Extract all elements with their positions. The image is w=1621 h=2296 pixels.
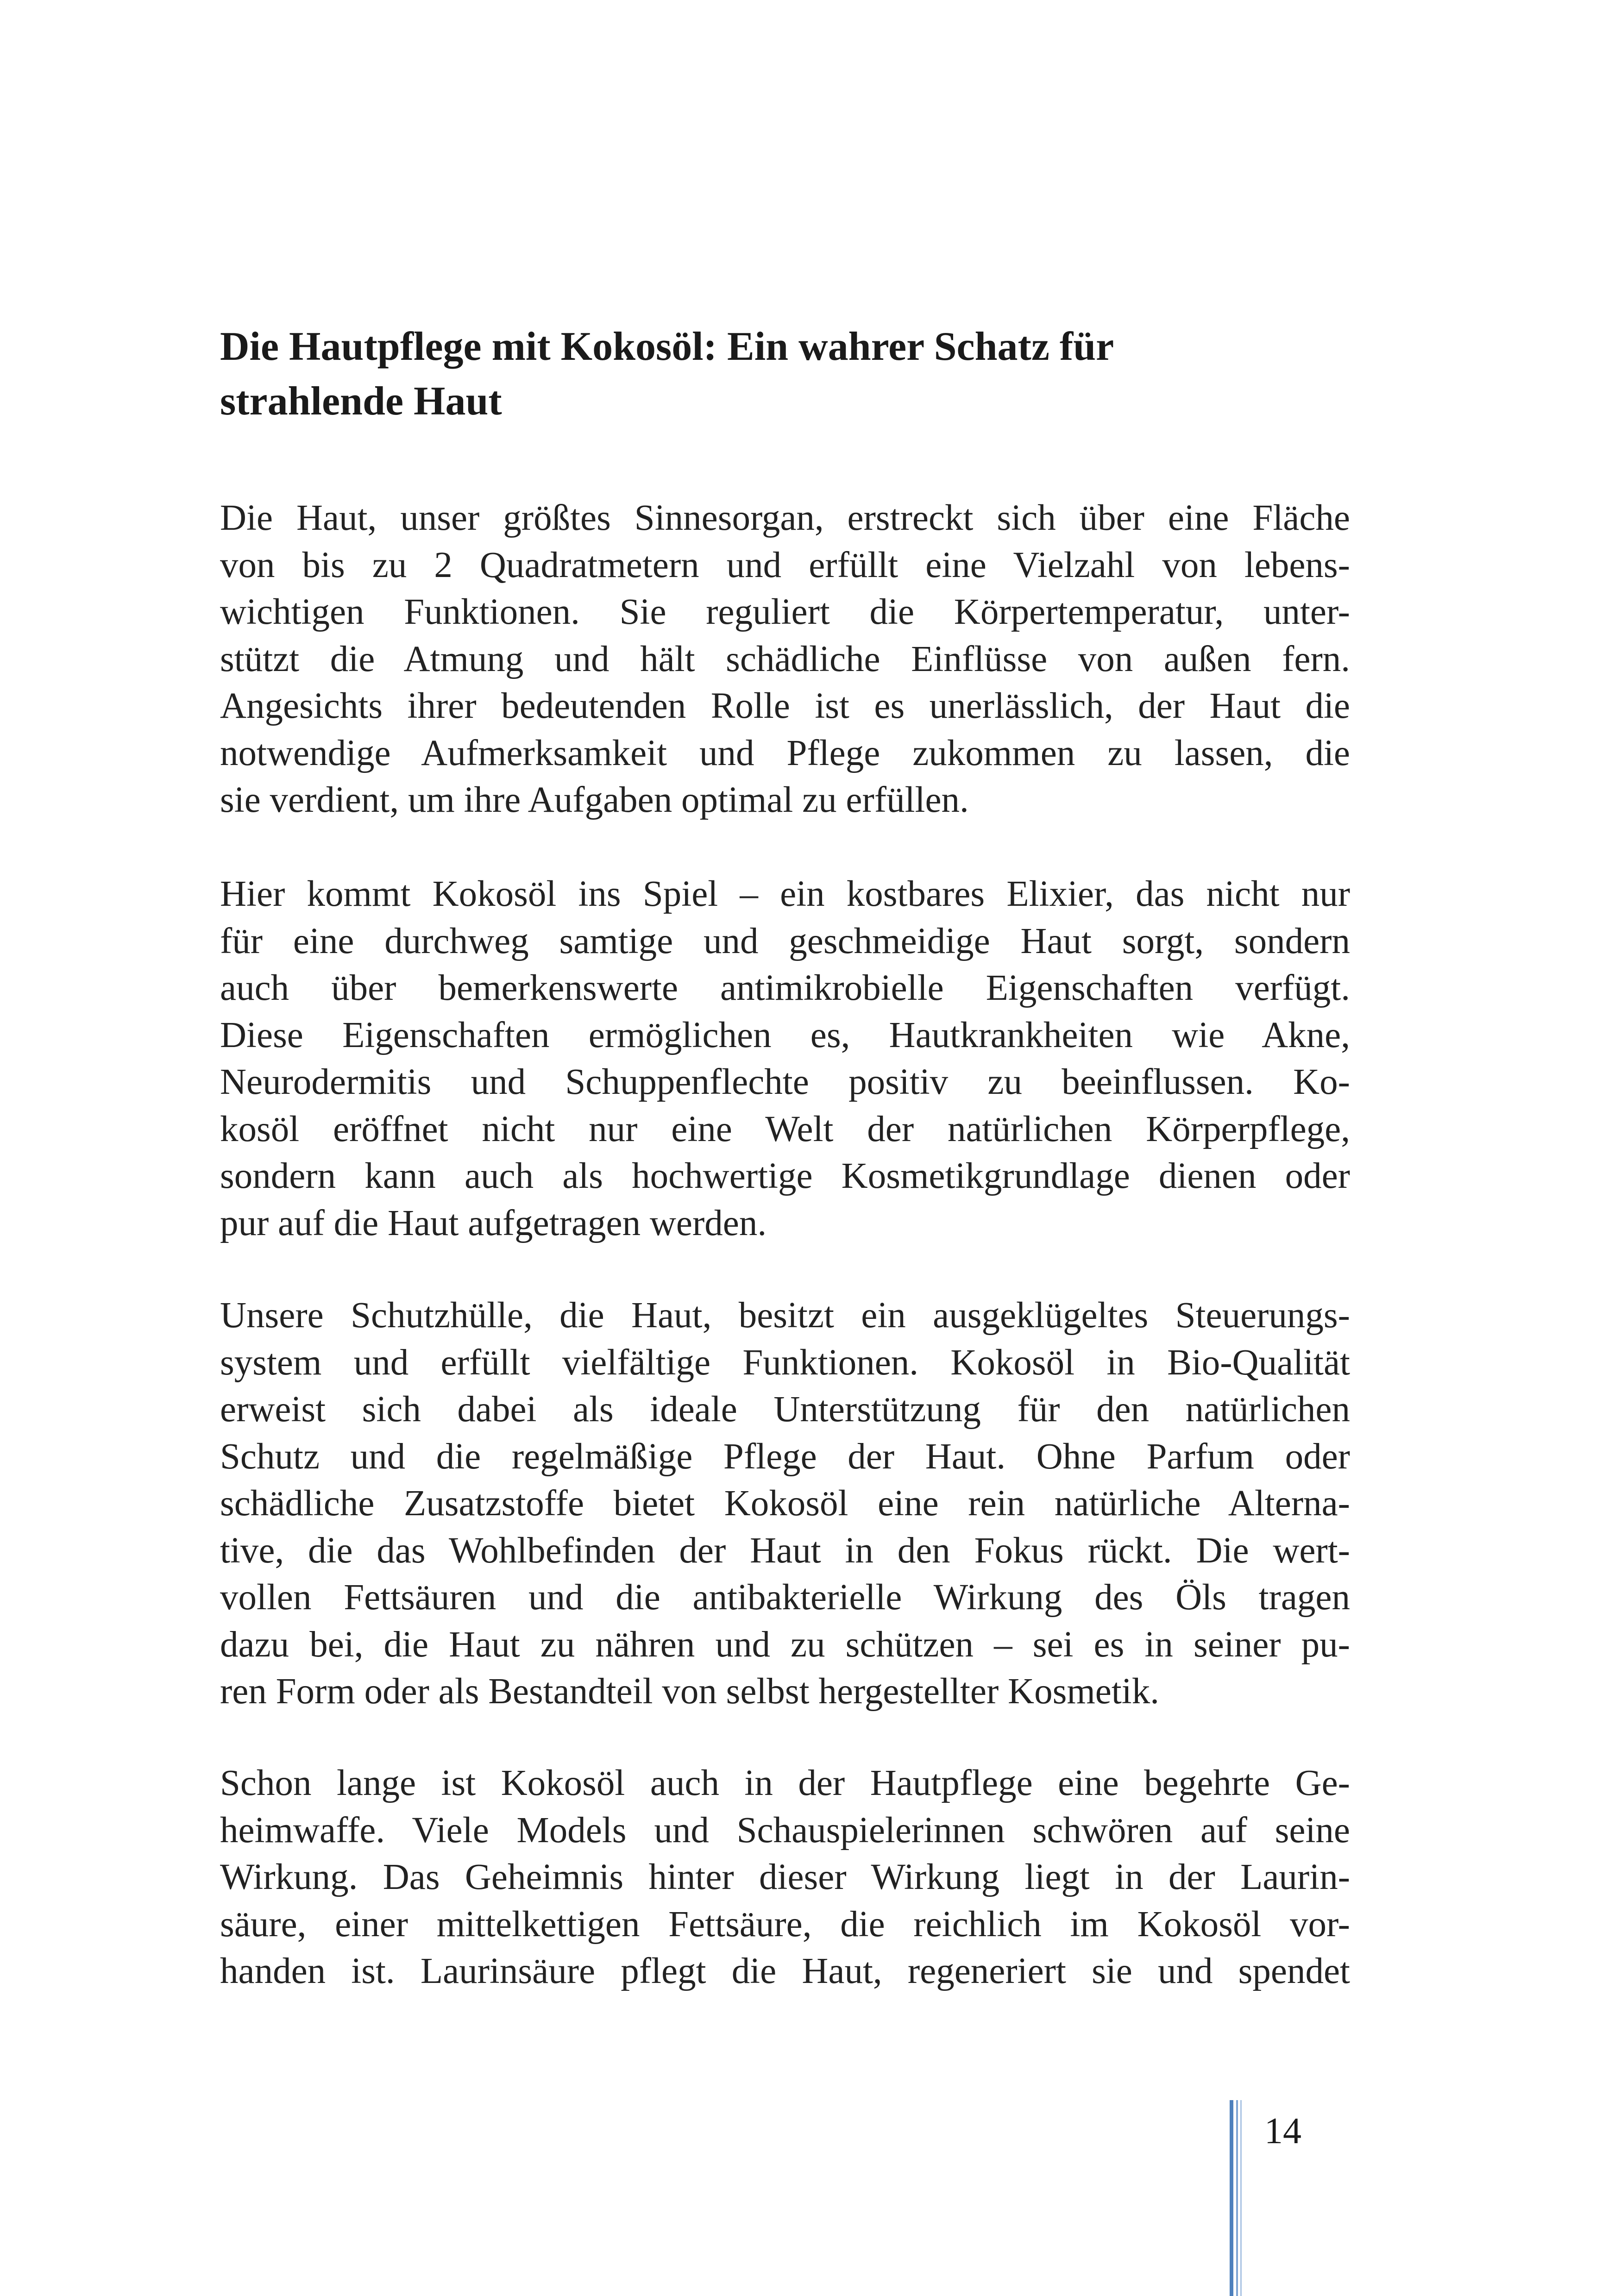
text-line: vollen Fettsäuren und die antibakterielle Wirkung des Öls tragen (220, 1577, 1350, 1618)
text-line: heimwaffe. Viele Models und Schauspielerinnen schwören auf seine (220, 1810, 1350, 1851)
text-line: säure, einer mittelkettigen Fettsäure, die reichlich im Kokosöl vor- (220, 1904, 1350, 1945)
text-line: Neurodermitis und Schuppenflechte positiv zu beeinflussen. Ko- (220, 1062, 1350, 1102)
text-line: ren Form oder als Bestandteil von selbst hergestellter Kosmetik. (220, 1671, 1160, 1712)
chapter-heading-line: strahlende Haut (220, 379, 502, 424)
text-line: für eine durchweg samtige und geschmeidige Haut sorgt, sondern (220, 921, 1350, 961)
text-line: Die Haut, unser größtes Sinnesorgan, erstreckt sich über eine Fläche (220, 498, 1350, 538)
text-line: Schon lange ist Kokosöl auch in der Hautpflege eine begehrte Ge- (220, 1763, 1350, 1803)
body-paragraph (220, 1292, 1350, 1715)
text-line: wichtigen Funktionen. Sie reguliert die Körpertemperatur, unter- (220, 592, 1350, 632)
text-line: system und erfüllt vielfältige Funktionen. Kokosöl in Bio-Qualität (220, 1342, 1350, 1383)
text-line: tive, die das Wohlbefinden der Haut in den Fokus rückt. Die wert- (220, 1530, 1350, 1571)
text-line: sie verdient, um ihre Aufgaben optimal zu erfüllen. (220, 780, 969, 820)
page-number-marker (1230, 2100, 1250, 2296)
text-line: kosöl eröffnet nicht nur eine Welt der natürlichen Körperpflege, (220, 1109, 1350, 1149)
text-line: Wirkung. Das Geheimnis hinter dieser Wirkung liegt in der Laurin- (220, 1857, 1350, 1897)
body-paragraph (220, 1760, 1350, 1995)
chapter-heading (220, 320, 1406, 429)
text-line: Hier kommt Kokosöl ins Spiel – ein kostbares Elixier, das nicht nur (220, 874, 1350, 914)
text-line: handen ist. Laurinsäure pflegt die Haut, regeneriert sie und spendet (220, 1951, 1350, 1991)
body-paragraph (220, 495, 1350, 824)
text-line: Angesichts ihrer bedeutenden Rolle ist es unerlässlich, der Haut die (220, 686, 1350, 726)
text-line: stützt die Atmung und hält schädliche Einflüsse von außen fern. (220, 639, 1350, 679)
text-line: dazu bei, die Haut zu nähren und zu schützen – sei es in seiner pu- (220, 1624, 1350, 1665)
marker-bar (1230, 2100, 1233, 2296)
chapter-heading-line: Die Hautpflege mit Kokosöl: Ein wahrer Schatz für (220, 324, 1114, 369)
text-line: Unsere Schutzhülle, die Haut, besitzt ein ausgeklügeltes Steuerungs- (220, 1295, 1350, 1336)
text-line: schädliche Zusatzstoffe bietet Kokosöl eine rein natürliche Alterna- (220, 1483, 1350, 1524)
marker-bar (1236, 2100, 1238, 2296)
marker-bar (1240, 2100, 1242, 2296)
text-line: sondern kann auch als hochwertige Kosmetikgrundlage dienen oder (220, 1156, 1350, 1196)
body-paragraph (220, 871, 1350, 1247)
text-line: von bis zu 2 Quadratmetern und erfüllt eine Vielzahl von lebens- (220, 545, 1350, 585)
text-line: notwendige Aufmerksamkeit und Pflege zukommen zu lassen, die (220, 733, 1350, 773)
text-line: Schutz und die regelmäßige Pflege der Haut. Ohne Parfum oder (220, 1436, 1350, 1477)
text-line: Diese Eigenschaften ermöglichen es, Hautkrankheiten wie Akne, (220, 1015, 1350, 1055)
text-line: auch über bemerkenswerte antimikrobielle Eigenschaften verfügt. (220, 968, 1350, 1008)
text-line: pur auf die Haut aufgetragen werden. (220, 1203, 767, 1243)
text-line: erweist sich dabei als ideale Unterstützung für den natürlichen (220, 1389, 1350, 1430)
page-number: 14 (1264, 2111, 1301, 2152)
